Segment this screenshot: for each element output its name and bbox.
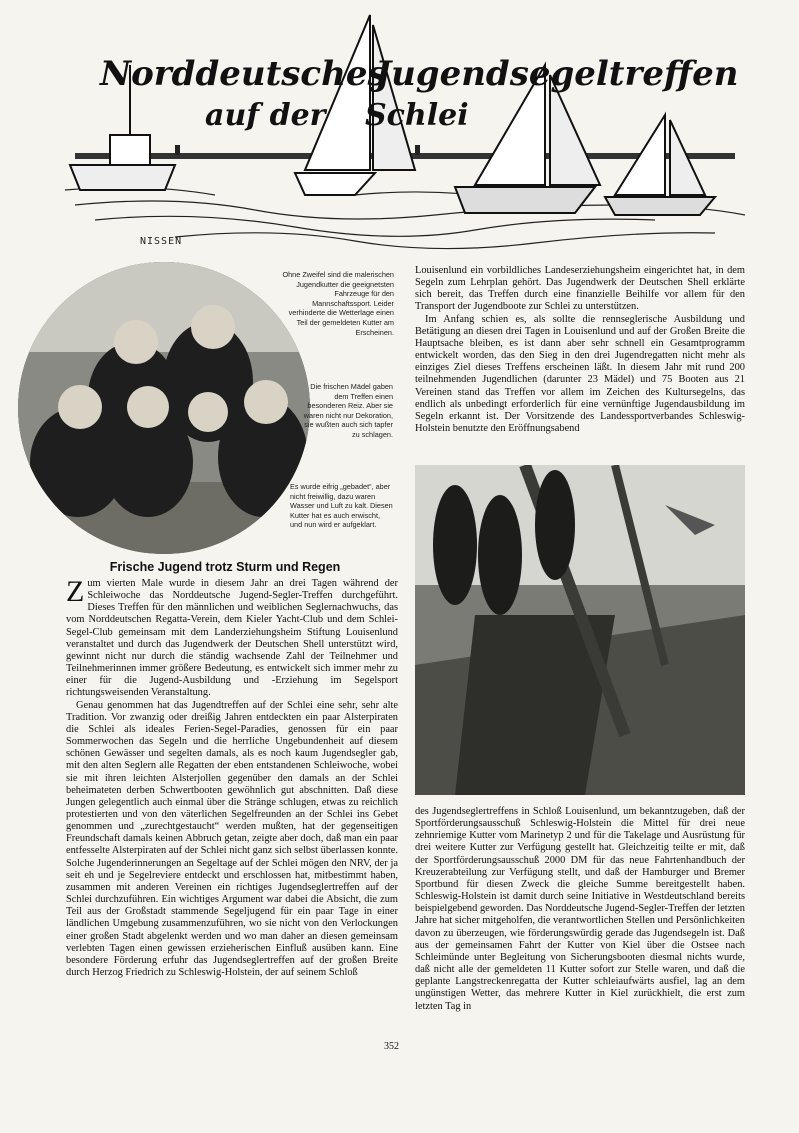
dropcap: Z	[66, 575, 85, 608]
paragraph: Genau genommen hat das Jugendtreffen auf der Schlei eine sehr, sehr alte Tradition. Vor zwanzig oder dreißig Jahren entdeckten ein paar Alsterpiraten die Schlei als ideales Ferien-Segel-Paradies, genossen für ein paar Sommerwochen das Segeln und die herrliche Ungebundenheit auf diesem schönen Gewässer und segelten damals, als es noch kaum Jugendsegler gab, mit den alten Seglern alle Regatten der eben entstandenen Schleiwoche, wobei sie mit ihren leichten Alsterjollen gegenüber den damals an der Schlei beheimateten derben Schwertbooten gewöhnlich gut abschnitten. Daß diese Jungen gelegentlich auch einmal über die Stränge schlugen, etwas zu reichlich protestierten und von den väterlichen Segelfreunden an der Schlei ins Gebet genommen und „zurechtgestaucht“ werden mußten, hat der gegenseitigen Freundschaft damals keinen Abbruch getan, zeigte aber doch, daß man ein paar entfesselte Alsterpiraten auf der Schlei nicht ganz sich selbst überlassen konnte. Solche Jugenderinnerungen an Segeltage auf der Schlei mögen den NRV, der ja seit eh und je Segelreviere entdeckt und erschlossen hat, mitbestimmt haben, zusammen mit anderen Vereinen ein richtiges Jugendseglertreffen auf der Schlei durchzuführen. Ein wichtiges Argument war dabei die Absicht, die zum Teil aus der Großstadt stammende Segeljugend für ein paar Tage in einer ländlichen Umgebung zusammenzuführen, wo sie nicht von den Verlockungen einer großen Stadt abgelenkt werden und wo man daher an diesen gemeinsam verlebten Tagen einen gewissen erzieherischen Einfluß ausüben kann. Eine besondere Förderung erfuhr das Jugendseglertreffen auf der großen Breite durch Herzog Friedrich zu Schleswig-Holstein, der auf seinem Schloß	[66, 699, 398, 978]
text-column-right-top	[415, 265, 745, 435]
caption-maedel: Die frischen Mädel gaben dem Treffen einen besonderen Reiz. Aber sie waren nicht nur Dekoration, sie wußten auch sich tapfer zu schlagen.	[303, 382, 393, 439]
text-column-right-bottom	[415, 806, 745, 1013]
photo-dock-kutter	[415, 465, 745, 795]
article-headline: Frische Jugend trotz Sturm und Regen	[109, 560, 341, 574]
page-number: 352	[384, 1041, 399, 1052]
paragraph: Louisenlund ein vorbildliches Landeserziehungsheim eingerichtet hat, in dem Segeln zum Lehrplan gehört. Das Jugendwerk der Deutschen Shell erklärte sich bereit, das Treffen durch eine finanzielle Beihilfe vor allem für den Transport der Jugendboote zur Schlei zu unterstützen.	[415, 265, 745, 313]
header-title-text: Jugendsegeltreffen	[375, 54, 739, 94]
paragraph	[66, 575, 398, 700]
header-title-text: auf der	[205, 98, 326, 133]
paragraph: des Jugendseglertreffens in Schloß Louisenlund, um bekanntzugeben, daß der Sportförderungsausschuß Schleswig-Holstein die Mittel für drei neue zehnriemige Kutter vom Marinetyp 2 und für die Takelage und Ausrüstung für drei weitere Kutter zur Verfügung gestellt hat. Gleichzeitig teilte er mit, daß der Sportförderungsausschuß 2000 DM für das neue Fahrtenhandbuch der Kreuzerabteilung zur Verfügung stellt, und daß der Hamburger und Bremer Sportbund für diesen Zweck die gleiche Summe bereitgestellt haben. Schleswig-Holstein ist damit durch seine Initiative in Westdeutschland bereits beispielgebend geworden. Das Norddeutsche Jugend-Segler-Treffen der letzten Jahre hat sicher mitgeholfen, die verantwortlichen Stellen und Persönlichkeiten davon zu überzeugen, wie förderungswürdig gerade das Jugendsegeln ist. Daß aus der gemeinsamen Fahrt der Kutter von Kiel über die Ostsee nach Schleimünde unter Begleitung von Sicherungsbooten diesmal nichts wurde, daß nicht alle der gemeldeten 11 Kutter sofort zur Stelle waren, und daß die geplante Langstreckenregatta der Kutter schleiaufwärts ausfiel, lag an dem ungünstigen Wetter, das mehrere Kutter in Kiel zurückhielt, die erst zum letzten Tag in	[415, 806, 745, 1012]
header-illustration	[55, 5, 745, 250]
photo-girls-round	[18, 262, 310, 554]
caption-gebadet: Es wurde eifrig „gebadet“, aber nicht freiwillig, dazu waren Wasser und Luft zu kalt. Diesen Kutter hat es auch erwischt, und nun wird er aufgeklart.	[290, 482, 393, 530]
header-title-text: Schlei	[365, 98, 469, 133]
caption-kutter: Ohne Zweifel sind die malerischen Jugendkutter die geeignetsten Fahrzeuge für den Mannschaftssport. Leider verhinderte die Wetterlage einen Teil der gemeldeten Kutter am Erscheinen.	[282, 270, 394, 337]
paragraph-text: um vierten Male wurde in diesem Jahr an drei Tagen während der Schleiwoche das Norddeutsche Jugend-Segler-Treffen durchgeführt. Dieses Treffen für den männlichen und weiblichen Seglernachwuchs, das vom Norddeutschen Regatta-Verein, dem Kieler Yacht-Club und dem Schlei-Segel-Club gemeinsam mit dem Landerziehungsheim Stiftung Louisenlund veranstaltet und durch das Jugendwerk der Deutschen Shell unterstützt wird, gewinnt nicht nur durch die ständig wachsende Zahl der Teilnehmer und Teilnehmerinnen immer größere Bedeutung, es entwickelt sich immer mehr zu einer für die Jugend-Ausbildung und -Erziehung im Segelsport richtungsweisenden Veranstaltung.	[66, 578, 398, 699]
header-title-text: Norddeutsches	[100, 54, 387, 94]
paragraph: Im Anfang schien es, als sollte die rennseglerische Ausbildung und Betätigung an diesen drei Tagen in Louisenlund und auf der Großen Breite die Hauptsache bleiben, es ist dann aber sehr schnell ein Gesamtprogramm entwickelt worden, das den Sieg in den drei Jugendregatten nicht mehr als einziges Ziel dieses Treffens erscheinen läßt. In diesem Jahr mit rund 200 teilnehmenden Jugendlichen (darunter 23 Mädel) und 75 Booten aus 21 Vereinen stand das Treffen vor allem im Zeichen des Kultursegelns, das endlich als unbedingt erforderlich für eine vernünftige Jugendausbildung im Segeln erkannt ist. Der Vorsitzende des Landessportverbandes Schleswig-Holstein benutzte den Eröffnungsabend	[415, 313, 745, 435]
illustrator-signature: NISSEN	[140, 236, 183, 247]
text-column-left	[66, 575, 398, 979]
